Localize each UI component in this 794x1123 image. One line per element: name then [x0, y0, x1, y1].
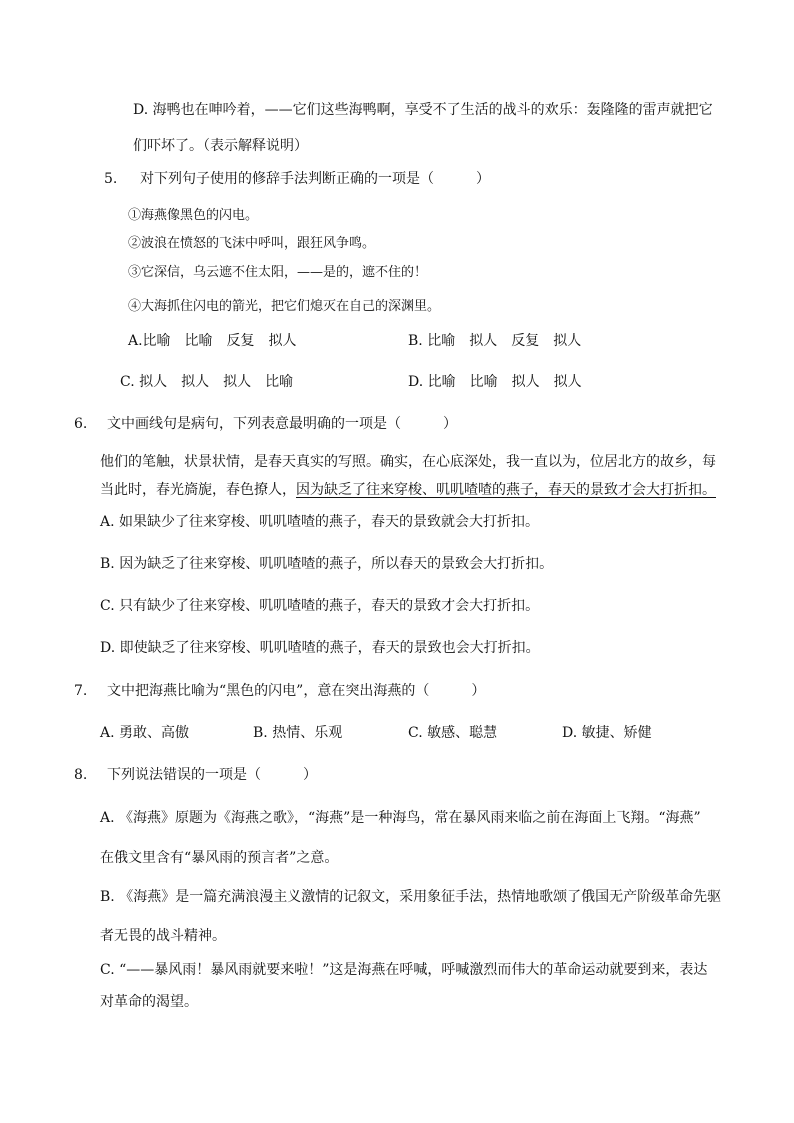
q6-passage-plain: 当此时，春光旖旎，春色撩人， — [100, 482, 296, 498]
q8-option-a-line1: A. 《海燕》原题为《海燕之歌》，“海燕”是一种海鸟，常在暴风雨来临之前在海面上飞翔。“海燕” — [100, 810, 701, 826]
q6-passage-line2 — [100, 480, 716, 500]
q5-option-d: D. 比喻 比喻 拟人 拟人 — [408, 374, 582, 390]
q6-number: 6. — [74, 416, 88, 432]
q5-option-c: C. 拟人 拟人 拟人 比喻 — [120, 374, 294, 390]
q6-option-b: B. 因为缺乏了往来穿梭、叽叽喳喳的燕子，所以春天的景致会大打折扣。 — [100, 556, 554, 572]
q8-option-b-line1: B. 《海燕》是一篇充满浪漫主义激情的记叙文，采用象征手法，热情地歌颂了俄国无产阶级革命先驱 — [100, 889, 722, 905]
q7-option-a: A. 勇敢、高傲 — [100, 725, 190, 741]
q6-underlined-sentence: 因为缺乏了往来穿梭、叽叽喳喳的燕子，春天的景致才会大打折扣。 — [296, 482, 716, 498]
q5-sentence-4: ④大海抓住闪电的箭光，把它们熄灭在自己的深渊里。 — [128, 299, 441, 314]
q7-option-b: B. 热情、乐观 — [253, 725, 343, 741]
q5-option-a: A.比喻 比喻 反复 拟人 — [128, 333, 297, 349]
q4-option-d-line1: D. 海鸭也在呻吟着，——它们这些海鸭啊，享受不了生活的战斗的欢乐：轰隆隆的雷声就把它 — [133, 102, 713, 118]
q6-option-c: C. 只有缺少了往来穿梭、叽叽喳喳的燕子，春天的景致才会大打折扣。 — [100, 598, 540, 614]
q6-option-a: A. 如果缺少了往来穿梭、叽叽喳喳的燕子，春天的景致就会大打折扣。 — [100, 514, 540, 530]
q8-stem: 下列说法错误的一项是（ ） — [107, 767, 317, 783]
q5-option-b: B. 比喻 拟人 反复 拟人 — [408, 333, 582, 349]
q5-sentence-2: ②波浪在愤怒的飞沫中呼叫，跟狂风争鸣。 — [128, 236, 376, 251]
q7-number: 7. — [74, 683, 88, 699]
q7-stem: 文中把海燕比喻为“黑色的闪电”，意在突出海燕的（ ） — [107, 683, 486, 699]
q8-option-c-line1: C. “——暴风雨！暴风雨就要来啦！”这是海燕在呼喊，呼喊激烈而伟大的革命运动就要到来，表达 — [100, 962, 708, 978]
q5-sentence-1: ①海燕像黑色的闪电。 — [128, 208, 259, 223]
q8-option-a-line2: 在俄文里含有“暴风雨的预言者”之意。 — [100, 850, 339, 866]
q7-option-c: C. 敏感、聪慧 — [408, 725, 498, 741]
q5-sentence-3: ③它深信，乌云遮不住太阳，——是的，遮不住的！ — [128, 265, 428, 280]
q6-stem: 文中画线句是病句，下列表意最明确的一项是（ ） — [107, 416, 457, 432]
q4-option-d-line2: 们吓坏了。（表示解释说明） — [133, 138, 308, 154]
q8-option-c-line2: 对革命的渴望。 — [100, 994, 198, 1010]
q6-passage-line1: 他们的笔触，状景状情，是春天真实的写照。确实，在心底深处，我一直以为，位居北方的故乡，每 — [100, 454, 716, 470]
q7-option-d: D. 敏捷、矫健 — [562, 725, 652, 741]
q5-stem: 对下列句子使用的修辞手法判断正确的一项是（ ） — [140, 171, 490, 187]
q5-number: 5. — [104, 171, 118, 187]
q8-number: 8. — [74, 767, 88, 783]
q6-option-d: D. 即使缺乏了往来穿梭、叽叽喳喳的燕子，春天的景致也会大打折扣。 — [100, 640, 540, 656]
q8-option-b-line2: 者无畏的战斗精神。 — [100, 928, 226, 944]
